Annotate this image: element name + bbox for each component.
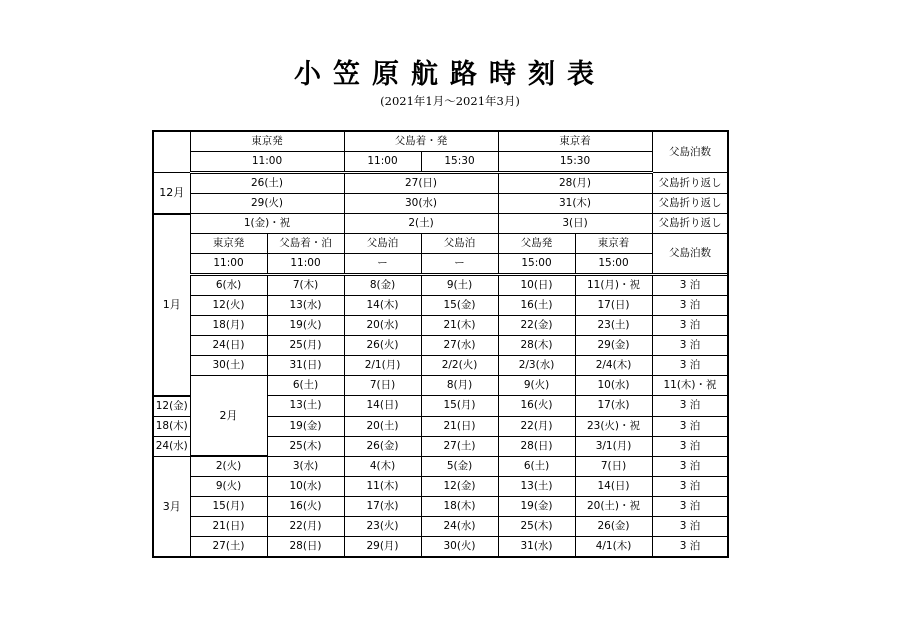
schedule-cell: 19(金) (267, 416, 344, 436)
schedule-cell: 8(月) (421, 376, 498, 396)
schedule-cell: 31(水) (498, 537, 575, 558)
schedule-cell: 25(木) (267, 436, 344, 456)
nights-cell: 3 泊 (652, 416, 728, 436)
schedule-cell: 18(木) (153, 416, 190, 436)
schedule-cell: 31(日) (267, 356, 344, 376)
nights-cell: 3 泊 (652, 356, 728, 376)
schedule-cell: 25(木) (498, 517, 575, 537)
corner-cell (153, 131, 190, 173)
schedule-cell: 22(月) (498, 416, 575, 436)
schedule-cell: 14(日) (575, 477, 652, 497)
nights-cell: 3 泊 (652, 296, 728, 316)
schedule-cell: 21(日) (190, 517, 267, 537)
schedule-cell: 18(月) (190, 316, 267, 336)
schedule-cell: 17(日) (575, 296, 652, 316)
schedule-cell: 28(日) (267, 537, 344, 558)
month-label: 3月 (153, 456, 190, 557)
nights-cell: 3 泊 (652, 275, 728, 296)
schedule-cell: 12(火) (190, 296, 267, 316)
schedule-cell: 9(火) (190, 477, 267, 497)
time-tokyo-arr: 15:30 (498, 152, 652, 173)
schedule-cell: 7(日) (344, 376, 421, 396)
schedule-cell: 20(土) (344, 416, 421, 436)
schedule-cell: 6(水) (190, 275, 267, 296)
schedule-cell: 13(土) (267, 396, 344, 417)
subheader-nights: 父島泊数 (652, 234, 728, 275)
schedule-cell: 6(土) (498, 456, 575, 477)
jan-turnaround-cell: 父島折り返し (652, 214, 728, 234)
schedule-cell: 20(水) (344, 316, 421, 336)
timetable (152, 130, 729, 558)
schedule-cell: 13(水) (267, 296, 344, 316)
month-label-dec: 12月 (153, 173, 190, 214)
schedule-cell: 17(水) (344, 497, 421, 517)
jan-turnaround-cell: 3(日) (498, 214, 652, 234)
schedule-cell: 18(木) (421, 497, 498, 517)
schedule-cell: 28(日) (498, 436, 575, 456)
schedule-cell: 6(土) (267, 376, 344, 396)
schedule-cell: 17(水) (575, 396, 652, 417)
subheader-time: 15:00 (575, 254, 652, 275)
header-chichi-arr-dep: 父島着・発 (344, 131, 498, 152)
nights-cell: 3 泊 (652, 517, 728, 537)
nights-cell: 3 泊 (652, 537, 728, 558)
subheader-tokyo-dep: 東京発 (190, 234, 267, 254)
subheader-chichi-stay: 父島泊 (421, 234, 498, 254)
schedule-cell: 24(水) (421, 517, 498, 537)
jan-turnaround-cell: 2(土) (344, 214, 498, 234)
schedule-cell: 24(水) (153, 436, 190, 456)
schedule-cell: 15(金) (421, 296, 498, 316)
dec-cell: 父島折り返し (652, 194, 728, 214)
schedule-cell: 28(木) (498, 336, 575, 356)
schedule-cell: 26(金) (344, 436, 421, 456)
schedule-cell: 16(土) (498, 296, 575, 316)
schedule-cell: 30(火) (421, 537, 498, 558)
schedule-cell: 2/2(火) (421, 356, 498, 376)
schedule-cell: 13(土) (498, 477, 575, 497)
schedule-cell: 10(日) (498, 275, 575, 296)
dec-cell: 27(日) (344, 173, 498, 194)
schedule-cell: 26(火) (344, 336, 421, 356)
nights-cell: 3 泊 (652, 316, 728, 336)
schedule-cell: 9(土) (421, 275, 498, 296)
schedule-cell: 21(木) (421, 316, 498, 336)
time-chichi-dep: 15:30 (421, 152, 498, 173)
nights-cell: 3 泊 (652, 477, 728, 497)
dec-cell: 28(月) (498, 173, 652, 194)
nights-cell: 3 泊 (652, 336, 728, 356)
dec-cell: 31(木) (498, 194, 652, 214)
page-subtitle: (2021年1月～2021年3月) (380, 94, 520, 108)
dec-cell: 父島折り返し (652, 173, 728, 194)
schedule-cell: 10(水) (267, 477, 344, 497)
schedule-cell: 29(金) (575, 336, 652, 356)
schedule-cell: 26(金) (575, 517, 652, 537)
schedule-cell: 4(木) (344, 456, 421, 477)
dec-cell: 26(土) (190, 173, 344, 194)
month-label: 2月 (190, 376, 267, 457)
subheader-chichi-arr-stay: 父島着・泊 (267, 234, 344, 254)
nights-cell: 3 泊 (652, 396, 728, 417)
schedule-cell: 3(水) (267, 456, 344, 477)
time-chichi-arr: 11:00 (344, 152, 421, 173)
schedule-cell: 14(日) (344, 396, 421, 417)
subheader-chichi-dep: 父島発 (498, 234, 575, 254)
schedule-cell: 30(土) (190, 356, 267, 376)
nights-cell: 3 泊 (652, 497, 728, 517)
schedule-cell: 2/4(木) (575, 356, 652, 376)
schedule-cell: 16(火) (498, 396, 575, 417)
schedule-cell: 23(火)・祝 (575, 416, 652, 436)
schedule-cell: 9(火) (498, 376, 575, 396)
schedule-cell: 27(水) (421, 336, 498, 356)
jan-turnaround-cell: 1(金)・祝 (190, 214, 344, 234)
schedule-cell: 4/1(木) (575, 537, 652, 558)
schedule-cell: 11(木)・祝 (652, 376, 728, 396)
subheader-chichi-stay: 父島泊 (344, 234, 421, 254)
dec-cell: 30(水) (344, 194, 498, 214)
schedule-cell: 19(金) (498, 497, 575, 517)
schedule-cell: 12(金) (421, 477, 498, 497)
schedule-cell: 22(金) (498, 316, 575, 336)
nights-cell: 3 泊 (652, 456, 728, 477)
schedule-cell: 24(日) (190, 336, 267, 356)
schedule-cell: 11(月)・祝 (575, 275, 652, 296)
subheader-tokyo-arr: 東京着 (575, 234, 652, 254)
schedule-cell: 27(土) (190, 537, 267, 558)
schedule-cell: 11(木) (344, 477, 421, 497)
schedule-cell: 19(火) (267, 316, 344, 336)
time-tokyo-dep: 11:00 (190, 152, 344, 173)
subheader-time: ー (421, 254, 498, 275)
header-tokyo-arr: 東京着 (498, 131, 652, 152)
subheader-time: 11:00 (190, 254, 267, 275)
schedule-cell: 29(月) (344, 537, 421, 558)
schedule-cell: 10(水) (575, 376, 652, 396)
subheader-time: 15:00 (498, 254, 575, 275)
schedule-cell: 2(火) (190, 456, 267, 477)
dec-cell: 29(火) (190, 194, 344, 214)
header-tokyo-dep: 東京発 (190, 131, 344, 152)
schedule-cell: 16(火) (267, 497, 344, 517)
page-title: 小笠原航路時刻表 (294, 59, 606, 90)
schedule-cell: 3/1(月) (575, 436, 652, 456)
schedule-cell: 2/3(水) (498, 356, 575, 376)
schedule-cell: 5(金) (421, 456, 498, 477)
schedule-cell: 8(金) (344, 275, 421, 296)
schedule-cell: 15(月) (190, 497, 267, 517)
subheader-time: 11:00 (267, 254, 344, 275)
schedule-cell: 23(火) (344, 517, 421, 537)
schedule-cell: 7(木) (267, 275, 344, 296)
schedule-cell: 27(土) (421, 436, 498, 456)
schedule-cell: 22(月) (267, 517, 344, 537)
schedule-cell: 15(月) (421, 396, 498, 417)
header-nights: 父島泊数 (652, 131, 728, 173)
schedule-cell: 12(金) (153, 396, 190, 417)
subheader-time: ー (344, 254, 421, 275)
schedule-cell: 14(木) (344, 296, 421, 316)
month-label-jan: 1月 (153, 214, 190, 396)
schedule-cell: 21(日) (421, 416, 498, 436)
schedule-cell: 2/1(月) (344, 356, 421, 376)
schedule-cell: 7(日) (575, 456, 652, 477)
schedule-cell: 23(土) (575, 316, 652, 336)
schedule-cell: 25(月) (267, 336, 344, 356)
nights-cell: 3 泊 (652, 436, 728, 456)
schedule-cell: 20(土)・祝 (575, 497, 652, 517)
